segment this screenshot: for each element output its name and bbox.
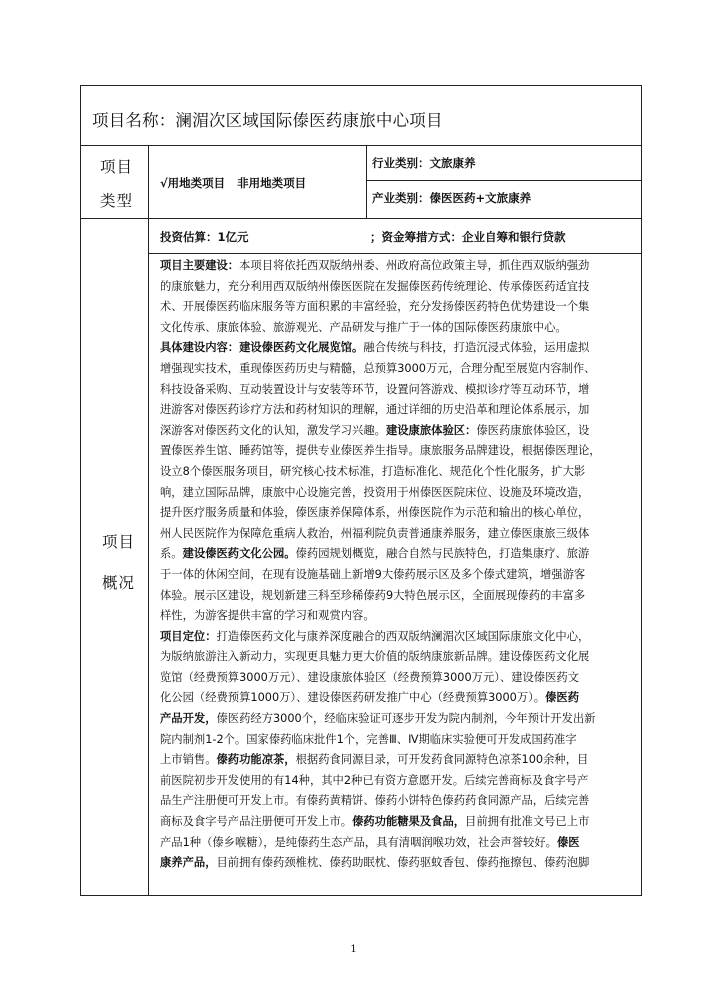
overview-text: 览馆（经费预算3000万元）、建设康旅体验区（经费预算3000万元）、建设傣医药文 (160, 670, 579, 684)
overview-heading-text: 傣药功能凉茶， (216, 753, 296, 767)
type-label-line2: 类型 (100, 192, 134, 210)
overview-text: 体验。展示区建设，规划新建三科至珍稀傣药9大特色展示区，全面展现傣药的丰富多 (160, 588, 586, 602)
overview-text: 置傣医养生馆、睡药馆等，提供专业傣医养生指导。康旅服务品牌建设，根据傣医理论， (160, 444, 601, 458)
overview-text: 打造傣医药文化与康养深度融合的西双版纳澜湄次区域国际康旅文化中心， (216, 629, 590, 643)
overview-text: 产品1种（傣乡喉糖），是纯傣药生态产品，具有清咽润喉功效，社会声誉较好。 (160, 835, 557, 849)
overview-line (160, 812, 688, 833)
overview-heading-text: 傣医 (556, 835, 580, 849)
overview-label-line2: 概况 (102, 574, 136, 592)
overview-line (160, 688, 688, 709)
overview-line (160, 668, 688, 689)
overview-line (160, 709, 688, 730)
overview-line (160, 730, 688, 751)
overview-line (160, 503, 688, 524)
overview-line (160, 565, 688, 586)
overview-text: 科技设备采购、互动装置设计与安装等环节，设置问答游戏、模拟诊疗等互动环节，增 (160, 382, 590, 396)
overview-text: 院内制剂1-2个。国家傣药临床批件1个，完善Ⅲ、Ⅳ期临床实验便可开发成国药准字 (160, 732, 577, 746)
overview-text: 化公园（经费预算1000万）、建设傣医药研发推广中心（经费预算3000万）。 (160, 691, 546, 705)
overview-line (160, 544, 688, 565)
overview-text: 设立8个傣医服务项目，研究核心技术标准，打造标准化、规范化个性化服务，扩大影 (160, 464, 586, 478)
overview-line (160, 833, 688, 854)
overview-text: 品生产注册便可开发上市。有傣药黄精饼、傣药小饼特色傣药药食同源产品，后续完善 (160, 794, 590, 808)
overview-text: 傣医药康旅体验区，设 (476, 423, 590, 437)
overview-heading-text: 建设傣医药文化公园。 (182, 547, 296, 561)
overview-heading-text: 具体建设内容：建设傣医药文化展览馆。 (160, 341, 364, 355)
overview-text: 为版纳旅游注入新动力，实现更具魅力更大价值的版纳康旅新品牌。建设傣医药文化展 (160, 650, 590, 664)
investment-estimate: 投资估算：1亿元 (160, 230, 249, 244)
overview-line (160, 627, 688, 648)
table-border-top (80, 85, 642, 86)
overview-line (160, 586, 688, 607)
overview-line (160, 771, 688, 792)
overview-heading-text: 康养产品， (160, 856, 217, 870)
overview-text: 提升医疗服务质量和体验，傣医康养保障体系，州傣医院作为示范和输出的核心单位， (160, 506, 590, 520)
overview-text: 前医院初步开发使用的有14种，其中2种已有资方意愿开发。后续完善商标及食字号产 (160, 773, 589, 787)
table-border-bottom (80, 895, 642, 896)
overview-body-text (160, 256, 688, 874)
overview-text: 傣医药经方3000个，经临床验证可逐步开发为院内制剂，今年预计开发出新 (216, 712, 596, 726)
overview-line (160, 853, 688, 874)
overview-line (160, 483, 688, 504)
overview-text: 深游客对傣医药文化的认知，激发学习兴趣。 (160, 423, 386, 437)
overview-line (160, 524, 688, 545)
overview-text: 上市销售。 (160, 753, 217, 767)
project-title: 项目名称：澜湄次区域国际傣医药康旅中心项目 (92, 111, 443, 130)
label-column-divider (148, 145, 149, 895)
page-number: 1 (350, 944, 357, 955)
overview-text: 本项目将依托西双版纳州委、州政府高位政策主导，抓住西双版纳强劲 (239, 259, 590, 272)
overview-line (160, 421, 688, 442)
overview-text: 系。 (160, 547, 183, 561)
overview-text: 商标及食字号产品注册便可开发上市。 (160, 815, 353, 829)
overview-line (160, 647, 688, 668)
overview-text: 响，建立国际品牌，康旅中心设施完善，投资用于州傣医医院床位、设施及环境改造， (160, 485, 590, 499)
type-label-line1: 项目 (100, 158, 134, 176)
type-sub-divider (366, 180, 642, 181)
overview-line (160, 462, 688, 483)
overview-sub-divider (148, 253, 642, 254)
overview-text: 的康旅魅力，充分利用西双版纳州傣医医院在发掘傣医药传统理论、传承傣医药适宜技 (160, 279, 590, 293)
overview-text: 目前拥有傣药颈椎枕、傣药助眠枕、傣药驱蚊香包、傣药拖擦包、傣药泡脚 (216, 856, 590, 870)
overview-text: 样性，为游客提供丰富的学习和观赏内容。 (160, 609, 375, 623)
land-use-options: √用地类项目 非用地类项目 (160, 176, 307, 190)
overview-line (160, 277, 688, 298)
industry-category: 行业类别：文旅康养 (372, 156, 476, 170)
overview-line (160, 441, 688, 462)
overview-line (160, 791, 688, 812)
overview-heading-text: 项目定位： (160, 629, 217, 643)
overview-line (160, 606, 688, 627)
overview-line (160, 400, 688, 421)
type-column-divider (366, 145, 367, 218)
overview-text: 目前拥有批准文号已上市 (465, 815, 590, 829)
overview-text: 傣药园规划概览，融合自然与民族特色，打造集康疗、旅游 (295, 547, 590, 561)
overview-line (160, 338, 688, 359)
overview-line (160, 359, 688, 380)
overview-label-line1: 项目 (102, 533, 136, 551)
product-category: 产业类别：傣医医药+文旅康养 (372, 191, 532, 205)
overview-text: 增强现实技术，重现傣医药历史与精髓，总预算3000万元，合理分配至展览内容制作、 (160, 361, 596, 375)
financing-method: ；资金筹措方式：企业自筹和银行贷款 (370, 230, 566, 244)
overview-text: 进游客对傣医药诊疗方法和药材知识的理解，通过详细的历史沿革和理论体系展示，加 (160, 403, 590, 417)
overview-heading-text: 傣药功能糖果及食品， (352, 815, 466, 829)
overview-line (160, 256, 688, 277)
table-border-left (80, 85, 81, 895)
overview-text: 于一体的休闲空间，在现有设施基础上新增9大傣药展示区及多个傣式建筑，增强游客 (160, 567, 586, 581)
overview-line (160, 318, 688, 339)
overview-text: 融合传统与科技，打造沉浸式体验，运用虚拟 (363, 341, 590, 355)
overview-heading-text: 建设康旅体验区： (385, 423, 477, 437)
table-row-divider-1 (80, 145, 642, 146)
overview-text: 州人民医院作为保障危重病人救治，州福利院负责普通康养服务，建立傣医康旅三级体 (160, 526, 590, 540)
overview-line (160, 750, 688, 771)
overview-line (160, 297, 688, 318)
overview-line (160, 380, 688, 401)
overview-text: 文化传承、康旅体验、旅游观光、产品研发与推广于一体的国际傣医药康旅中心。 (160, 320, 567, 334)
overview-heading-text: 傣医药 (545, 691, 580, 705)
overview-text: 根据药食同源目录，可开发药食同源特色凉茶100余种，目 (295, 753, 589, 767)
overview-heading-text: 项目主要建设： (160, 259, 240, 272)
overview-heading-text: 产品开发， (160, 712, 217, 726)
table-row-divider-2 (80, 218, 642, 219)
overview-text: 术、开展傣医药临床服务等方面积累的丰富经验，充分发扬傣医药特色优势建设一个集 (160, 300, 590, 314)
